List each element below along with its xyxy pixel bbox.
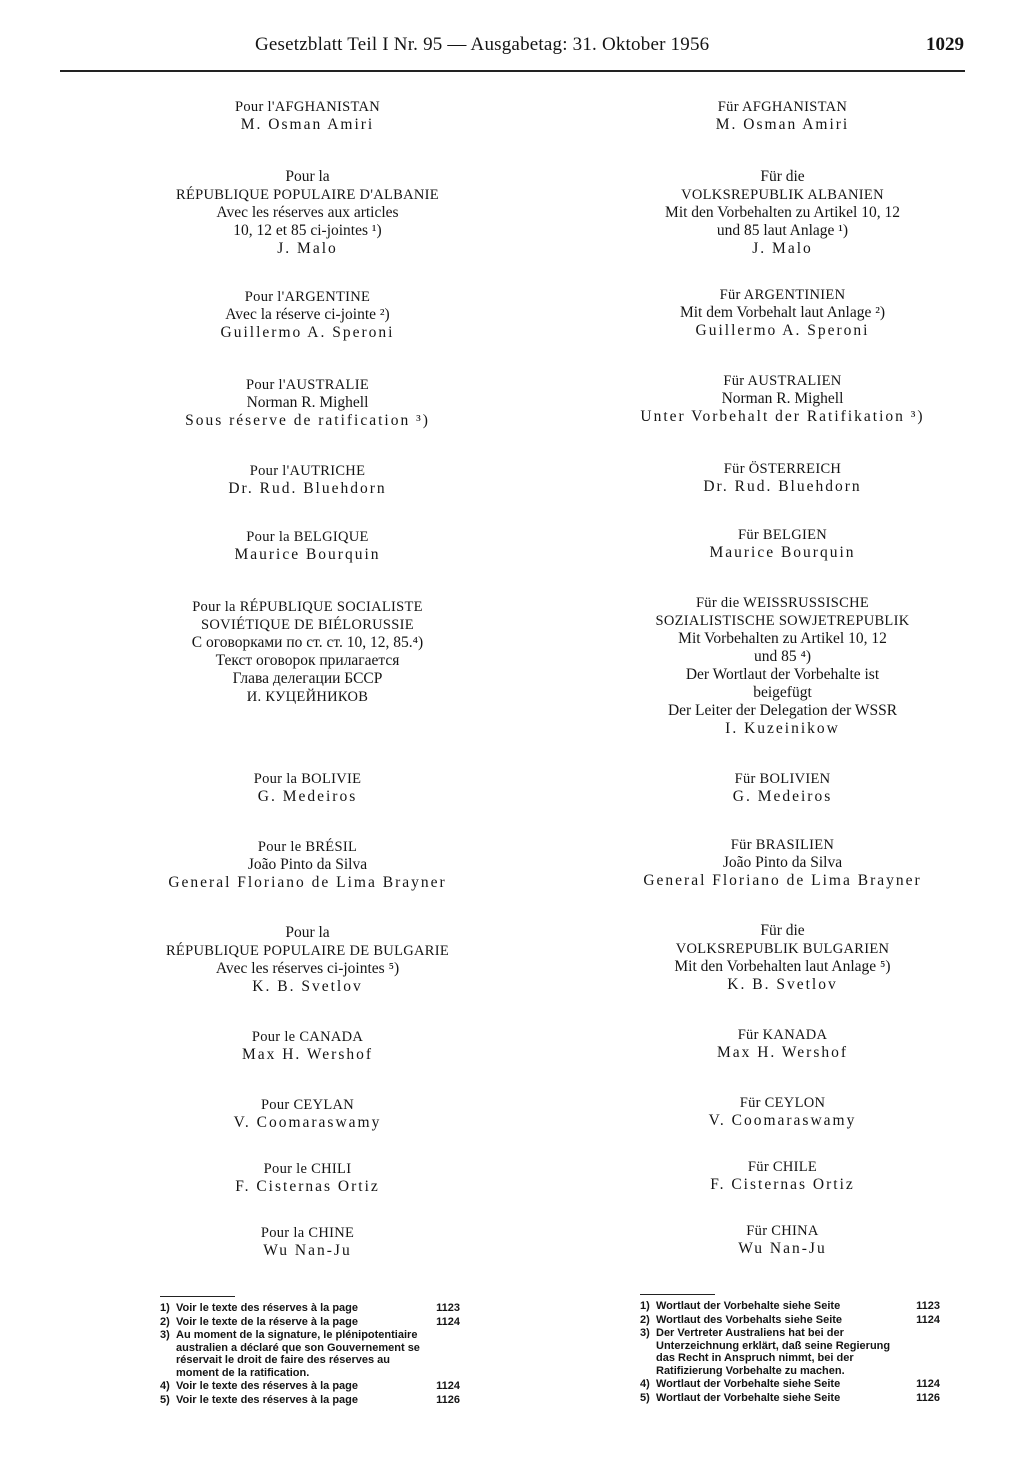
- signatory-entry-fr: [135, 838, 480, 892]
- footnote-mark: 1): [640, 1300, 650, 1312]
- footnote-text: Wortlaut der Vorbehalte siehe Seite: [656, 1391, 841, 1404]
- signatory-name: Unter Vorbehalt der Ratifikation ³): [640, 408, 925, 425]
- signatory-name: V. Coomaraswamy: [233, 1114, 382, 1131]
- signatory-name: M. Osman Amiri: [715, 116, 850, 133]
- signatory-name: M. Osman Amiri: [240, 116, 375, 133]
- entry-line: Pour le CANADA: [251, 1029, 364, 1045]
- signatory-entry-fr: [135, 288, 480, 342]
- entry-line: Für AFGHANISTAN: [717, 99, 848, 115]
- signatory-name: Dr. Rud. Bluehdorn: [228, 480, 387, 497]
- entry-line: Für die: [760, 168, 805, 185]
- footnote-mark: 2): [640, 1313, 650, 1326]
- footnote-text: Voir le texte des réserves à la page: [176, 1302, 359, 1314]
- footnote-mark: 1): [160, 1302, 170, 1314]
- footnote-text: Wortlaut der Vorbehalte siehe Seite: [656, 1300, 841, 1312]
- entry-line: Für CEYLON: [739, 1095, 826, 1111]
- entry-line: Глава делегации БССР: [232, 670, 383, 687]
- entry-line: Für die WEISSRUSSISCHE: [695, 595, 870, 611]
- footnote-page-ref: 1126: [436, 1393, 460, 1406]
- signatory-entry-fr: [135, 1224, 480, 1260]
- footnote-mark: 3): [160, 1329, 170, 1341]
- signatory-entry-fr: [135, 1160, 480, 1196]
- entry-line: Der Leiter der Delegation der WSSR: [667, 702, 898, 719]
- signatory-name: V. Coomaraswamy: [708, 1112, 857, 1129]
- page-header: [60, 34, 964, 64]
- signatory-entry-de: [610, 770, 955, 806]
- entry-line: Mit den Vorbehalten laut Anlage ⁵): [674, 958, 891, 975]
- header-rule: [60, 70, 965, 72]
- signatory-entry-fr: [135, 1096, 480, 1132]
- entry-line: Pour la RÉPUBLIQUE SOCIALISTE: [192, 599, 423, 615]
- page-number: 1029: [926, 34, 964, 55]
- entry-line: С оговорками по ст. ст. 10, 12, 85.⁴): [191, 634, 424, 651]
- signatory-name: Guillermo A. Speroni: [695, 322, 870, 339]
- entry-line: VOLKSREPUBLIK BULGARIEN: [675, 941, 890, 957]
- footnote: [160, 1394, 460, 1407]
- signatory-entry-de: [610, 460, 955, 496]
- footnote-text: Voir le texte de la réserve à la page: [176, 1315, 359, 1328]
- signatory-name: Max H. Wershof: [716, 1044, 849, 1061]
- signatory-entry-de: [610, 526, 955, 562]
- entry-line: RÉPUBLIQUE POPULAIRE D'ALBANIE: [176, 187, 439, 203]
- signatory-name: K. B. Svetlov: [727, 976, 838, 993]
- entry-line: Für CHINA: [746, 1223, 819, 1239]
- entry-line: Pour la CHINE: [260, 1225, 355, 1241]
- footnote-mark: 4): [160, 1380, 170, 1392]
- footnotes-french: [160, 1302, 460, 1407]
- footnote: [640, 1392, 940, 1405]
- footnotes-german: [640, 1300, 940, 1405]
- entry-line: Avec la réserve ci-jointe ²): [225, 306, 390, 323]
- entry-line: Pour la: [285, 924, 330, 941]
- signatory-name: Dr. Rud. Bluehdorn: [703, 478, 862, 495]
- signatory-name: F. Cisternas Ortiz: [235, 1178, 380, 1195]
- footnote-text: Wortlaut des Vorbehalts siehe Seite: [656, 1313, 843, 1326]
- entry-line: SOZIALISTISCHE SOWJETREPUBLIK: [655, 613, 910, 629]
- header-title: Gesetzblatt Teil I Nr. 95 — Ausgabetag: 31. Oktober 1956: [255, 34, 710, 55]
- entry-line: und 85 ⁴): [753, 648, 812, 665]
- entry-line: Pour l'AFGHANISTAN: [234, 99, 380, 115]
- footnote-text: Voir le texte des réserves à la page: [176, 1380, 359, 1392]
- footnote-mark: 4): [640, 1378, 650, 1390]
- entry-line: Der Wortlaut der Vorbehalte ist: [685, 666, 880, 683]
- signatory-entry-de: [610, 1094, 955, 1130]
- signatory-name: General Floriano de Lima Brayner: [168, 874, 447, 891]
- entry-line: Für BELGIEN: [737, 527, 828, 543]
- signatory-name: K. B. Svetlov: [252, 978, 363, 995]
- entry-line: Pour l'ARGENTINE: [244, 289, 371, 305]
- entry-line: Pour la: [285, 168, 330, 185]
- signatory-entry-fr: [135, 598, 480, 706]
- footnote: [160, 1316, 460, 1329]
- signatory-name: Max H. Wershof: [241, 1046, 374, 1063]
- footnote-page-ref: 1124: [916, 1378, 940, 1390]
- signatory-name: F. Cisternas Ortiz: [710, 1176, 855, 1193]
- footnote-page-ref: 1126: [916, 1391, 940, 1404]
- entry-line: Norman R. Mighell: [246, 394, 369, 411]
- entry-line: Pour l'AUSTRALIE: [245, 377, 369, 393]
- signatory-entry-de: [610, 286, 955, 340]
- signatory-name: Wu Nan-Ju: [263, 1242, 352, 1259]
- entry-line: RÉPUBLIQUE POPULAIRE DE BULGARIE: [165, 943, 450, 959]
- signatory-entry-de: [610, 1222, 955, 1258]
- footnote-rule-right: [640, 1294, 715, 1295]
- signatory-name: G. Medeiros: [732, 788, 833, 805]
- footnote: [160, 1380, 460, 1393]
- footnote-rule-left: [160, 1296, 235, 1297]
- footnote: [640, 1300, 940, 1313]
- entry-line: Avec les réserves aux articles: [216, 204, 399, 221]
- entry-line: SOVIÉTIQUE DE BIÉLORUSSIE: [201, 617, 414, 633]
- signatory-name: Maurice Bourquin: [234, 546, 381, 563]
- footnote: [640, 1378, 940, 1391]
- signatory-entry-de: [610, 168, 955, 258]
- entry-line: Mit Vorbehalten zu Artikel 10, 12: [678, 630, 887, 647]
- footnote-page-ref: 1124: [916, 1313, 940, 1326]
- entry-line: Pour CEYLAN: [260, 1097, 355, 1113]
- signatory-entry-fr: [135, 98, 480, 134]
- entry-line: Für KANADA: [737, 1027, 828, 1043]
- entry-line: Für BOLIVIEN: [734, 771, 831, 787]
- entry-line: Mit dem Vorbehalt laut Anlage ²): [679, 304, 886, 321]
- footnote-page-ref: 1123: [436, 1302, 460, 1314]
- entry-line: Avec les réserves ci-jointes ⁵): [215, 960, 400, 977]
- signatory-name: G. Medeiros: [257, 788, 358, 805]
- entry-line: Текст оговорок прилагается: [215, 652, 400, 669]
- footnote-text: Wortlaut der Vorbehalte siehe Seite: [656, 1378, 841, 1390]
- signatory-name: J. Malo: [752, 240, 813, 257]
- signatory-name: Wu Nan-Ju: [738, 1240, 827, 1257]
- footnote-mark: 3): [640, 1327, 650, 1339]
- signatory-name: И. КУЦЕЙНИКОВ: [246, 689, 369, 705]
- entry-line: Mit den Vorbehalten zu Artikel 10, 12: [665, 204, 900, 221]
- signatory-name: General Floriano de Lima Brayner: [643, 872, 922, 889]
- signatory-entry-fr: [135, 1028, 480, 1064]
- signatory-entry-de: [610, 836, 955, 890]
- signatory-entry-de: [610, 1026, 955, 1062]
- signatory-name: Sous réserve de ratification ³): [185, 412, 430, 429]
- footnote-page-ref: 1124: [436, 1380, 460, 1392]
- footnote-text: Der Vertreter Australiens hat bei der Unterzeichnung erklärt, daß seine Regierung das Recht in Anspruch nimmt, bei der Ratifizierung Vorbehalte zu machen.: [656, 1327, 891, 1377]
- signatory-name: I. Kuzeinikow: [725, 720, 840, 737]
- footnote: [640, 1314, 940, 1327]
- footnote-mark: 5): [640, 1391, 650, 1404]
- signatory-entry-fr: [135, 168, 480, 258]
- signatory-entry-de: [610, 922, 955, 994]
- entry-line: João Pinto da Silva: [247, 856, 368, 873]
- entry-line: Für ÖSTERREICH: [723, 461, 842, 477]
- signatory-entry-de: [610, 594, 955, 738]
- entry-line: Pour le CHILI: [263, 1161, 352, 1177]
- signatory-name: Maurice Bourquin: [709, 544, 856, 561]
- footnote-page-ref: 1123: [916, 1300, 940, 1312]
- footnote-page-ref: 1124: [436, 1315, 460, 1328]
- entry-line: Für ARGENTINIEN: [719, 287, 846, 303]
- signatory-name: Guillermo A. Speroni: [220, 324, 395, 341]
- footnote: [160, 1302, 460, 1315]
- entry-line: und 85 laut Anlage ¹): [716, 222, 849, 239]
- signatory-name: J. Malo: [277, 240, 338, 257]
- signatory-entry-fr: [135, 924, 480, 996]
- signatory-entry-de: [610, 98, 955, 134]
- entry-line: Norman R. Mighell: [721, 390, 844, 407]
- footnote-text: Voir le texte des réserves à la page: [176, 1393, 359, 1406]
- footnote-mark: 2): [160, 1315, 170, 1328]
- footnote: [640, 1327, 940, 1377]
- entry-line: Für AUSTRALIEN: [723, 373, 842, 389]
- signatory-entry-de: [610, 372, 955, 426]
- footnote: [160, 1329, 460, 1379]
- entry-line: Pour la BELGIQUE: [246, 529, 369, 545]
- entry-line: Für die: [760, 922, 805, 939]
- signatory-entry-fr: [135, 528, 480, 564]
- entry-line: 10, 12 et 85 ci-jointes ¹): [233, 222, 382, 239]
- entry-line: Für BRASILIEN: [730, 837, 835, 853]
- entry-line: Für CHILE: [747, 1159, 818, 1175]
- signatory-entry-fr: [135, 376, 480, 430]
- signatory-entry-fr: [135, 462, 480, 498]
- entry-line: VOLKSREPUBLIK ALBANIEN: [681, 187, 884, 203]
- signatory-entry-de: [610, 1158, 955, 1194]
- entry-line: beigefügt: [753, 684, 812, 701]
- entry-line: João Pinto da Silva: [722, 854, 843, 871]
- footnote-mark: 5): [160, 1393, 170, 1406]
- signatory-entry-fr: [135, 770, 480, 806]
- entry-line: Pour la BOLIVIE: [253, 771, 362, 787]
- entry-line: Pour le BRÉSIL: [257, 839, 358, 855]
- entry-line: Pour l'AUTRICHE: [249, 463, 366, 479]
- footnote-text: Au moment de la signature, le plénipotentiaire australien a déclaré que son Gouvernement se réservait le droit de faire des réserves au moment de la ratification.: [176, 1329, 420, 1379]
